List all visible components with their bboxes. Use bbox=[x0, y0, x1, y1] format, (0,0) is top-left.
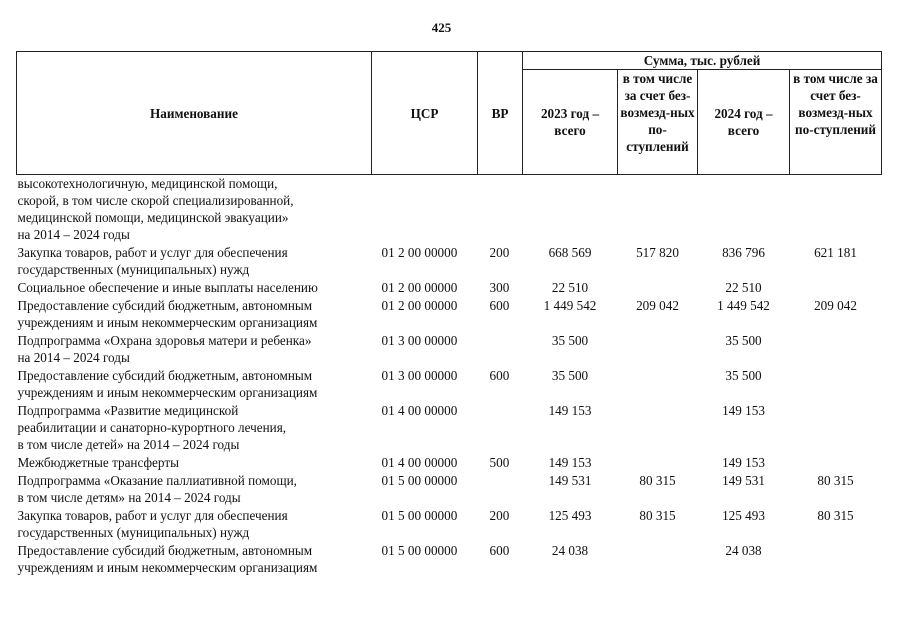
cell-2023-total: 149 153 bbox=[548, 455, 592, 470]
cell-2024-free bbox=[790, 454, 882, 472]
table-row bbox=[17, 367, 882, 402]
cell-vr: 600 bbox=[489, 543, 510, 558]
cell-vr bbox=[478, 402, 523, 454]
table-row bbox=[17, 244, 882, 279]
cell-csr bbox=[372, 175, 478, 245]
header-vr: ВР bbox=[478, 52, 523, 175]
name-line: государственных (муниципальных) нужд bbox=[17, 262, 250, 277]
cell-name bbox=[17, 454, 372, 472]
table-row bbox=[17, 402, 882, 454]
cell-csr: 01 5 00 00000 bbox=[381, 508, 458, 523]
header-csr: ЦСР bbox=[372, 52, 478, 175]
table-row bbox=[17, 507, 882, 542]
cell-2024-free: 209 042 bbox=[814, 298, 857, 313]
name-line: скорой, в том числе скорой специализированной, bbox=[17, 193, 294, 208]
cell-2023-free bbox=[618, 332, 698, 367]
cell-csr: 01 5 00 00000 bbox=[381, 543, 458, 558]
name-line: на 2014 – 2024 годы bbox=[17, 227, 130, 242]
cell-2024-total: 24 038 bbox=[725, 543, 762, 558]
cell-2023-free bbox=[618, 402, 698, 454]
cell-name bbox=[17, 367, 372, 402]
header-2024-total: 2024 год – всего bbox=[698, 70, 790, 175]
name-line: на 2014 – 2024 годы bbox=[17, 350, 130, 365]
cell-name bbox=[17, 175, 372, 245]
cell-2024-total: 836 796 bbox=[722, 245, 765, 260]
cell-2023-total: 35 500 bbox=[551, 333, 589, 348]
cell-vr: 200 bbox=[489, 245, 510, 260]
cell-2023-free: 517 820 bbox=[636, 245, 679, 260]
table-row bbox=[17, 472, 882, 507]
cell-2024-free bbox=[790, 402, 882, 454]
cell-2023-free: 80 315 bbox=[639, 508, 676, 523]
cell-2024-free bbox=[790, 175, 882, 245]
cell-2023-free bbox=[618, 542, 698, 577]
cell-name bbox=[17, 507, 372, 542]
cell-name bbox=[17, 402, 372, 454]
cell-2023-total: 149 153 bbox=[548, 403, 592, 418]
cell-csr: 01 4 00 00000 bbox=[381, 403, 458, 418]
cell-csr: 01 3 00 00000 bbox=[381, 333, 458, 348]
cell-csr: 01 2 00 00000 bbox=[381, 298, 458, 313]
cell-2024-total: 35 500 bbox=[725, 333, 762, 348]
cell-2023-total: 125 493 bbox=[548, 508, 592, 523]
header-2024-free: в том числе за счет без-возмезд-ных по-ступлений bbox=[790, 70, 882, 175]
cell-name bbox=[17, 542, 372, 577]
table-row bbox=[17, 454, 882, 472]
name-line: Закупка товаров, работ и услуг для обеспечения bbox=[17, 508, 288, 523]
name-line: Предоставление субсидий бюджетным, автономным bbox=[17, 368, 313, 383]
name-line: государственных (муниципальных) нужд bbox=[17, 525, 250, 540]
name-line: Подпрограмма «Оказание паллиативной помощи, bbox=[17, 473, 297, 488]
name-line: реабилитации и санаторно-курортного лечения, bbox=[17, 420, 287, 435]
cell-2023-total bbox=[523, 175, 618, 245]
cell-2024-total: 125 493 bbox=[722, 508, 765, 523]
cell-2023-free bbox=[618, 175, 698, 245]
cell-2023-free bbox=[618, 454, 698, 472]
table-body bbox=[17, 175, 882, 578]
cell-vr bbox=[478, 332, 523, 367]
table-row bbox=[17, 175, 882, 245]
name-line: Закупка товаров, работ и услуг для обеспечения bbox=[17, 245, 288, 260]
cell-name bbox=[17, 332, 372, 367]
cell-name bbox=[17, 244, 372, 279]
cell-2023-total: 35 500 bbox=[551, 368, 589, 383]
name-line: Предоставление субсидий бюджетным, автономным bbox=[17, 298, 313, 313]
cell-vr: 300 bbox=[489, 280, 510, 295]
cell-2024-total: 35 500 bbox=[725, 368, 762, 383]
cell-2024-total: 22 510 bbox=[725, 280, 762, 295]
table-row bbox=[17, 297, 882, 332]
header-sum-group: Сумма, тыс. рублей bbox=[523, 52, 882, 70]
name-line: в том числе детей» на 2014 – 2024 годы bbox=[17, 437, 240, 452]
header-2023-free: в том числе за счет без-возмезд-ных по-ступлений bbox=[618, 70, 698, 175]
cell-csr: 01 2 00 00000 bbox=[381, 280, 458, 295]
cell-2023-free: 209 042 bbox=[636, 298, 679, 313]
cell-2024-total: 149 153 bbox=[722, 403, 765, 418]
table-row bbox=[17, 332, 882, 367]
name-line: Предоставление субсидий бюджетным, автономным bbox=[17, 543, 313, 558]
cell-2023-total: 149 531 bbox=[548, 473, 592, 488]
cell-2024-free bbox=[790, 332, 882, 367]
name-line: Межбюджетные трансферты bbox=[17, 455, 179, 470]
name-line: высокотехнологичную, медицинской помощи, bbox=[17, 176, 278, 191]
cell-name bbox=[17, 472, 372, 507]
cell-2024-free bbox=[790, 542, 882, 577]
name-line: медицинской помощи, медицинской эвакуации» bbox=[17, 210, 289, 225]
header-name: Наименование bbox=[17, 52, 372, 175]
page-number: 425 bbox=[431, 20, 452, 35]
cell-vr: 200 bbox=[489, 508, 510, 523]
name-line: учреждениям и иным некоммерческим организациям bbox=[17, 385, 318, 400]
name-line: учреждениям и иным некоммерческим организациям bbox=[17, 315, 318, 330]
cell-2023-total: 1 449 542 bbox=[543, 298, 597, 313]
name-line: Подпрограмма «Развитие медицинской bbox=[17, 403, 239, 418]
cell-2023-total: 22 510 bbox=[551, 280, 589, 295]
cell-vr: 600 bbox=[489, 298, 510, 313]
cell-vr: 500 bbox=[489, 455, 510, 470]
cell-2023-free bbox=[618, 279, 698, 297]
cell-2024-total: 149 153 bbox=[722, 455, 765, 470]
cell-vr bbox=[478, 472, 523, 507]
cell-2024-total: 149 531 bbox=[722, 473, 765, 488]
name-line: в том числе детям» на 2014 – 2024 годы bbox=[17, 490, 241, 505]
table-row bbox=[17, 542, 882, 577]
table-header bbox=[17, 52, 882, 175]
cell-2024-free bbox=[790, 367, 882, 402]
cell-vr bbox=[478, 175, 523, 245]
budget-table bbox=[16, 51, 882, 577]
name-line: учреждениям и иным некоммерческим организациям bbox=[17, 560, 318, 575]
name-line: Социальное обеспечение и иные выплаты населению bbox=[17, 280, 318, 295]
cell-name bbox=[17, 279, 372, 297]
cell-2024-free: 621 181 bbox=[814, 245, 857, 260]
cell-csr: 01 4 00 00000 bbox=[381, 455, 458, 470]
cell-2024-total: 1 449 542 bbox=[717, 298, 770, 313]
cell-2024-free: 80 315 bbox=[817, 473, 854, 488]
cell-csr: 01 5 00 00000 bbox=[381, 473, 458, 488]
cell-csr: 01 2 00 00000 bbox=[381, 245, 458, 260]
cell-vr: 600 bbox=[489, 368, 510, 383]
cell-2023-free bbox=[618, 367, 698, 402]
cell-2024-free: 80 315 bbox=[817, 508, 854, 523]
cell-2023-free: 80 315 bbox=[639, 473, 676, 488]
cell-2023-total: 24 038 bbox=[551, 543, 589, 558]
cell-2023-total: 668 569 bbox=[548, 245, 592, 260]
cell-2024-free bbox=[790, 279, 882, 297]
header-2023-total: 2023 год – всего bbox=[523, 70, 618, 175]
table-row bbox=[17, 279, 882, 297]
name-line: Подпрограмма «Охрана здоровья матери и ребенка» bbox=[17, 333, 312, 348]
cell-csr: 01 3 00 00000 bbox=[381, 368, 458, 383]
cell-name bbox=[17, 297, 372, 332]
cell-2024-total bbox=[698, 175, 790, 245]
